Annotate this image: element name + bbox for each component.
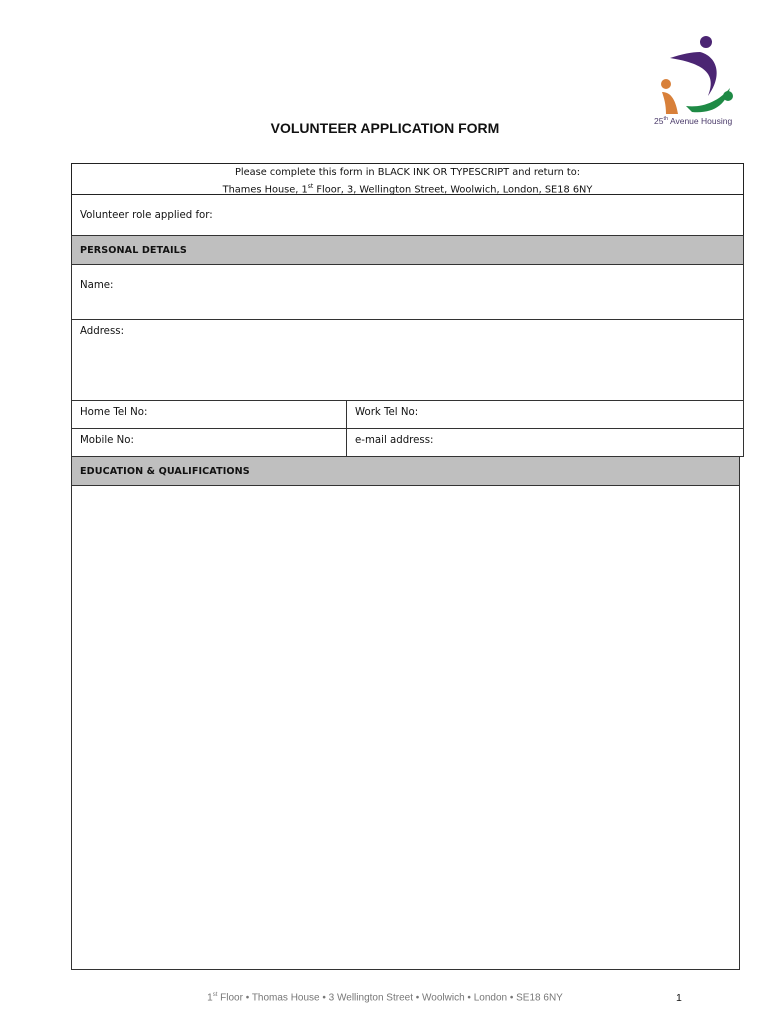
address-field[interactable] (71, 319, 744, 401)
role-label: Volunteer role applied for: (80, 210, 213, 221)
instructions-text: Please complete this form in BLACK INK OR TYPESCRIPT and return to: (234, 167, 581, 178)
education-heading (71, 456, 740, 486)
mobile-field[interactable] (71, 428, 347, 457)
page-number: 1 (676, 992, 682, 1004)
work-tel-label: Work Tel No: (355, 407, 419, 418)
form-title: VOLUNTEER APPLICATION FORM (270, 120, 500, 136)
organization-logo (650, 34, 740, 130)
mobile-label: Mobile No: (80, 435, 134, 446)
email-field[interactable] (346, 428, 744, 457)
education-field[interactable] (71, 485, 740, 970)
footer-address: 1st Floor • Thomas House • 3 Wellington Street • Woolwich • London • SE18 6NY (207, 992, 563, 1004)
return-address: Thames House, 1st Floor, 3, Wellington Street, Woolwich, London, SE18 6NY (222, 183, 593, 196)
home-tel-label: Home Tel No: (80, 407, 148, 418)
personal-details-heading-label: PERSONAL DETAILS (80, 245, 187, 256)
logo-figures-icon (656, 34, 736, 116)
name-field[interactable] (71, 264, 744, 320)
email-label: e-mail address: (355, 435, 434, 446)
name-label: Name: (80, 280, 114, 291)
instructions-box (71, 163, 744, 195)
role-field[interactable] (71, 194, 744, 236)
education-heading-label: EDUCATION & QUALIFICATIONS (80, 466, 250, 477)
address-label: Address: (80, 326, 125, 337)
personal-details-heading (71, 235, 744, 265)
logo-wordmark: 25th Avenue Housing (654, 116, 733, 126)
work-tel-field[interactable] (346, 400, 744, 429)
home-tel-field[interactable] (71, 400, 347, 429)
